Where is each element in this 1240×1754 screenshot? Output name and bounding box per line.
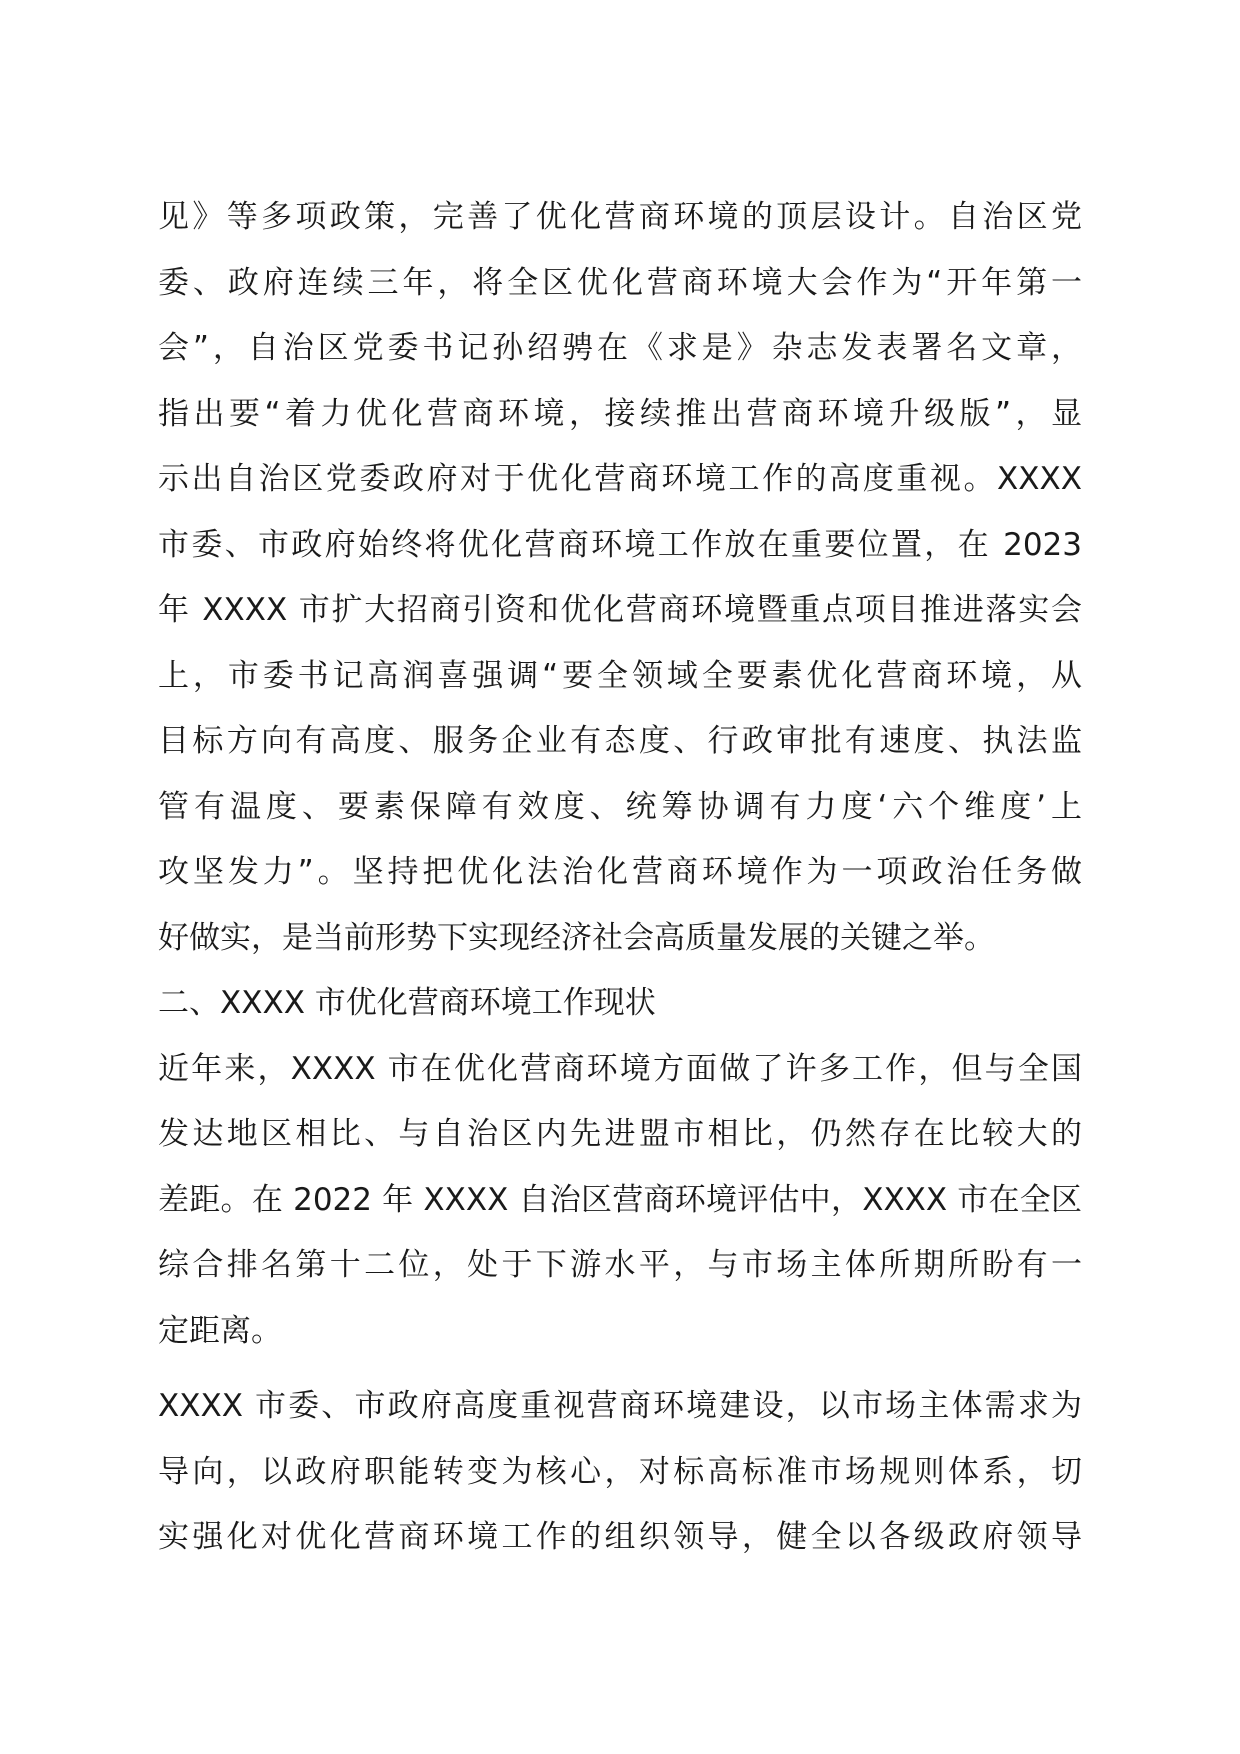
text-line: XXXX 市委、市政府高度重视营商环境建设，以市场主体需求为 [158,1388,1082,1424]
text-line: 会”，自治区党委书记孙绍骋在《求是》杂志发表署名文章， [158,330,1082,366]
text-line: 定距离。 [158,1312,282,1349]
text-line: 目标方向有高度、服务企业有态度、行政审批有速度、执法监 [158,723,1082,759]
text-line: 实强化对优化营商环境工作的组织领导，健全以各级政府领导 [158,1519,1082,1555]
text-line: 好做实，是当前形势下实现经济社会高质量发展的关键之举。 [158,919,995,956]
paragraph-current-status [158,1037,1082,1365]
text-line: 委、政府连续三年，将全区优化营商环境大会作为“开年第一 [158,264,1082,301]
text-line: 导向，以政府职能转变为核心，对标高标准市场规则体系，切 [158,1453,1082,1490]
paragraph-gap [158,1364,1082,1374]
text-line: 近年来，XXXX 市在优化营商环境方面做了许多工作，但与全国 [158,1050,1082,1087]
text-line: 年 XXXX 市扩大招商引资和优化营商环境暨重点项目推进落实会 [158,592,1082,628]
section-heading [158,971,1082,1037]
text-line: 差距。在 2022 年 XXXX 自治区营商环境评估中，XXXX 市在全区 [158,1181,1082,1218]
text-line: 攻坚发力”。坚持把优化法治化营商环境作为一项政治任务做 [158,854,1082,890]
document-body [158,185,1082,1571]
section-heading-text: 二、XXXX 市优化营商环境工作现状 [158,985,656,1021]
text-line: 管有温度、要素保障有效度、统筹协调有力度‘六个维度’上 [158,788,1082,825]
paragraph-leadership [158,1374,1082,1571]
text-line: 示出自治区党委政府对于优化营商环境工作的高度重视。XXXX [158,461,1082,497]
text-line: 市委、市政府始终将优化营商环境工作放在重要位置，在 2023 [158,526,1082,563]
text-line: 见》等多项政策，完善了优化营商环境的顶层设计。自治区党 [158,199,1082,235]
text-line: 上，市委书记高润喜强调“要全领域全要素优化营商环境，从 [158,657,1082,694]
text-line: 指出要“着力优化营商环境，接续推出营商环境升级版”，显 [158,395,1082,432]
paragraph-policy-background [158,185,1082,971]
text-line: 综合排名第十二位，处于下游水平，与市场主体所期所盼有一 [158,1247,1082,1283]
text-line: 发达地区相比、与自治区内先进盟市相比，仍然存在比较大的 [158,1116,1082,1152]
